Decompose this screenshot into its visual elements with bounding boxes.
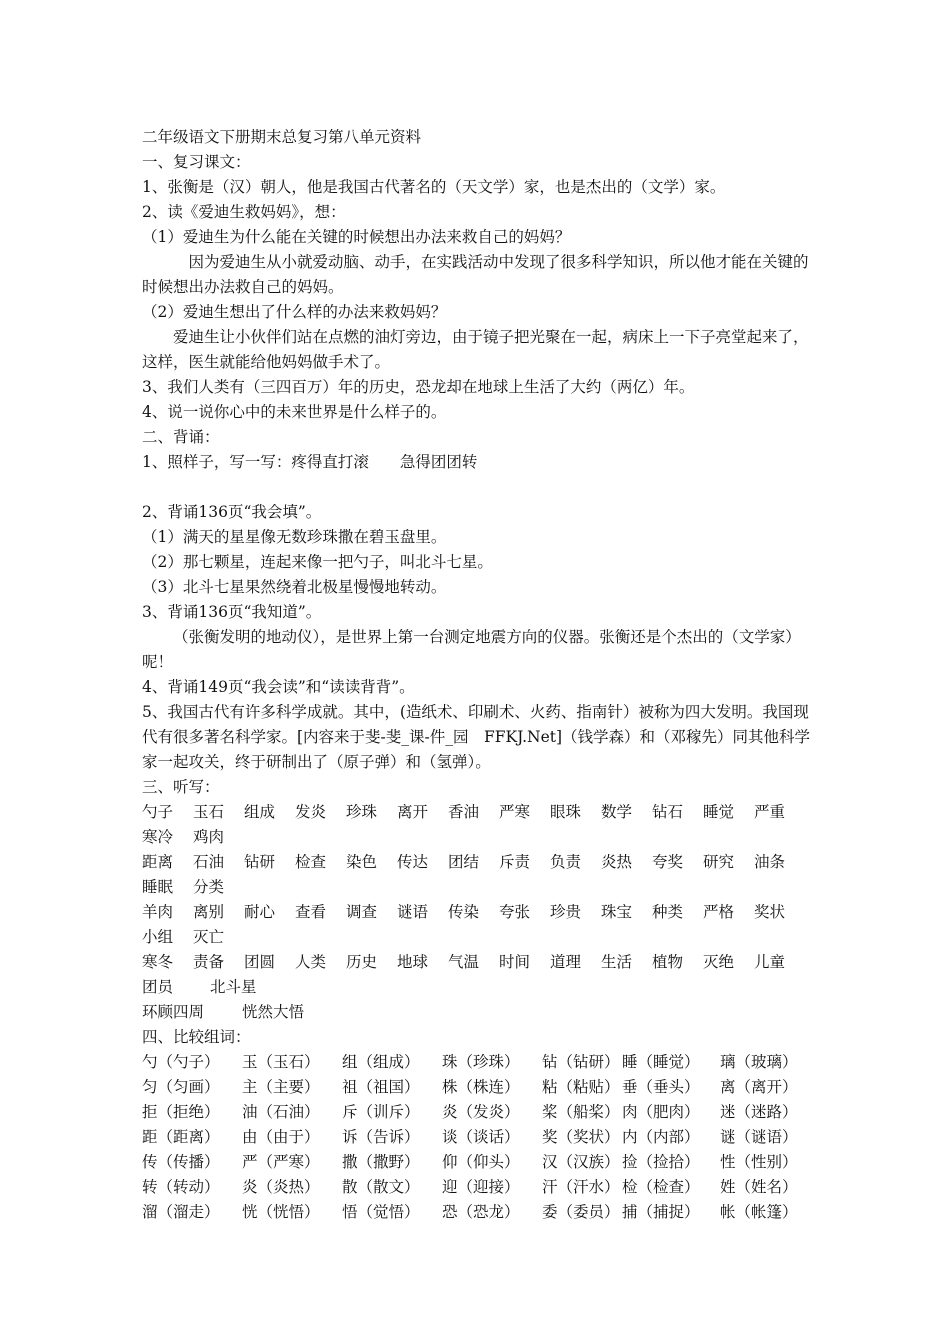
paragraph: 2、背诵136页“我会填”。 [142, 503, 322, 521]
vocab-word: 责备 [193, 953, 225, 971]
document-title: 二年级语文下册期末总复习第八单元资料 [142, 128, 422, 146]
vocab-word: 检查 [295, 853, 327, 871]
vocab-word: 寒冬 [142, 953, 174, 971]
vocab-word: 种类 [652, 903, 684, 921]
vocab-word: 环顾四周 [142, 1003, 205, 1021]
vocab-word: 鸡肉 [193, 828, 225, 846]
compare-cell: 桨（船桨） [542, 1103, 620, 1121]
compare-cell: 斥（训斥） [342, 1103, 420, 1121]
vocab-row [142, 1000, 812, 1025]
question: （2）爱迪生想出了什么样的办法来救妈妈？ [142, 303, 447, 321]
vocab-word: 斥责 [499, 853, 531, 871]
compare-cell: 睡（睡觉） [622, 1053, 700, 1071]
vocab-word: 离开 [397, 803, 429, 821]
compare-row [142, 1175, 812, 1200]
vocab-word: 睡觉 [703, 803, 735, 821]
compare-cell: 汉（汉族） [542, 1153, 620, 1171]
vocab-word: 数学 [601, 803, 633, 821]
section-1-heading: 一、复习课文： [142, 153, 251, 171]
compare-cell: 勺（勺子） [142, 1053, 220, 1071]
vocab-word: 香油 [448, 803, 480, 821]
vocab-word: 灭亡 [193, 928, 225, 946]
paragraph: 1、张衡是（汉）朝人，他是我国古代著名的（天文学）家，也是杰出的（文学）家。 [142, 178, 726, 196]
vocab-word: 儿童 [754, 953, 786, 971]
vocab-word: 耐心 [244, 903, 276, 921]
vocab-row [142, 800, 812, 825]
vocab-word: 严格 [703, 903, 735, 921]
paragraph: 4、背诵149页“我会读”和“读读背背”。 [142, 678, 415, 696]
vocab-row [142, 900, 812, 925]
paragraph: 5、我国古代有许多科学成就。其中，(造纸术、印刷术、火药、指南针）被称为四大发明。我国现代有很多著名科学家。[内容来于斐-斐_课-件_园 FFKJ.Net]（钱学森）和（邓稼先）同其他科学家一起攻关，终于研制出了（原子弹）和（氢弹）。 [142, 703, 811, 771]
vocab-word: 离别 [193, 903, 225, 921]
question: （1）爱迪生为什么能在关键的时候想出办法来救自己的妈妈？ [142, 228, 571, 246]
vocab-word: 研究 [703, 853, 735, 871]
vocab-word: 寒冷 [142, 828, 174, 846]
compare-cell: 奖（奖状） [542, 1128, 620, 1146]
vocab-row [142, 950, 812, 975]
compare-cell: 组（组成） [342, 1053, 420, 1071]
vocab-word: 勺子 [142, 803, 174, 821]
vocab-word: 钻研 [244, 853, 276, 871]
vocab-word: 团圆 [244, 953, 276, 971]
vocab-word: 地球 [397, 953, 429, 971]
vocab-word: 谜语 [397, 903, 429, 921]
compare-cell: 帐（帐篷） [720, 1203, 798, 1221]
compare-cell: 油（石油） [242, 1103, 320, 1121]
compare-cell: 玉（玉石） [242, 1053, 320, 1071]
compare-cell: 姓（姓名） [720, 1178, 798, 1196]
vocab-word: 严重 [754, 803, 786, 821]
vocab-word: 钻石 [652, 803, 684, 821]
compare-cell: 主（主要） [242, 1078, 320, 1096]
compare-cell: 悟（觉悟） [342, 1203, 420, 1221]
paragraph: 1、照样子，写一写：疼得直打滚 急得团团转 [142, 453, 478, 471]
vocab-word: 眼珠 [550, 803, 582, 821]
compare-cell: 转（转动） [142, 1178, 220, 1196]
compare-cell: 离（离开） [720, 1078, 798, 1096]
compare-cell: 谈（谈话） [442, 1128, 520, 1146]
vocab-word: 发炎 [295, 803, 327, 821]
recitation-item: （1）满天的星星像无数珍珠撒在碧玉盘里。 [142, 528, 447, 546]
compare-cell: 性（性别） [720, 1153, 798, 1171]
compare-cell: 诉（告诉） [342, 1128, 420, 1146]
compare-cell: 溜（溜走） [142, 1203, 220, 1221]
compare-cell: 委（委员） [542, 1203, 620, 1221]
vocab-word: 查看 [295, 903, 327, 921]
vocab-word: 负责 [550, 853, 582, 871]
vocab-word: 传染 [448, 903, 480, 921]
compare-cell: 炎（炎热） [242, 1178, 320, 1196]
compare-cell: 严（严寒） [242, 1153, 320, 1171]
vocab-word: 北斗星 [210, 978, 257, 996]
paragraph: （张衡发明的地动仪），是世界上第一台测定地震方向的仪器。张衡还是个杰出的（文学家）呢！ [142, 628, 801, 671]
vocab-word: 奖状 [754, 903, 786, 921]
vocab-word: 严寒 [499, 803, 531, 821]
vocab-row [142, 975, 812, 1000]
vocab-row [142, 825, 812, 850]
compare-cell: 炎（发炎） [442, 1103, 520, 1121]
vocab-word: 分类 [193, 878, 225, 896]
compare-cell: 谜（谜语） [720, 1128, 798, 1146]
vocab-word: 炎热 [601, 853, 633, 871]
compare-row [142, 1125, 812, 1150]
vocab-word: 夸张 [499, 903, 531, 921]
compare-cell: 恐（恐龙） [442, 1203, 520, 1221]
vocab-word: 羊肉 [142, 903, 174, 921]
compare-cell: 距（距离） [142, 1128, 220, 1146]
compare-cell: 捡（捡拾） [622, 1153, 700, 1171]
vocab-word: 夸奖 [652, 853, 684, 871]
compare-row [142, 1150, 812, 1175]
vocab-word: 人类 [295, 953, 327, 971]
blank-line [142, 475, 812, 500]
paragraph: 4、说一说你心中的未来世界是什么样子的。 [142, 403, 447, 421]
compare-cell: 肉（肥肉） [622, 1103, 700, 1121]
vocab-word: 睡眠 [142, 878, 174, 896]
vocab-word: 距离 [142, 853, 174, 871]
compare-row [142, 1100, 812, 1125]
compare-cell: 祖（祖国） [342, 1078, 420, 1096]
vocab-word: 道理 [550, 953, 582, 971]
recitation-item: （3）北斗七星果然绕着北极星慢慢地转动。 [142, 578, 447, 596]
vocab-word: 时间 [499, 953, 531, 971]
vocab-word: 调查 [346, 903, 378, 921]
vocab-word: 珠宝 [601, 903, 633, 921]
answer: 因为爱迪生从小就爱动脑、动手，在实践活动中发现了很多科学知识，所以他才能在关键的时候想出办法救自己的妈妈。 [142, 253, 809, 296]
vocab-word: 油条 [754, 853, 786, 871]
section-3-heading: 三、听写： [142, 778, 220, 796]
compare-cell: 匀（匀画） [142, 1078, 220, 1096]
vocab-word: 染色 [346, 853, 378, 871]
document-body [142, 125, 812, 1225]
vocab-word: 珍珠 [346, 803, 378, 821]
compare-cell: 株（株连） [442, 1078, 520, 1096]
compare-table [142, 1050, 812, 1225]
vocab-row [142, 925, 812, 950]
compare-cell: 仰（仰头） [442, 1153, 520, 1171]
vocab-row [142, 875, 812, 900]
vocab-word: 石油 [193, 853, 225, 871]
compare-cell: 汗（汗水） [542, 1178, 620, 1196]
compare-cell: 内（内部） [622, 1128, 700, 1146]
compare-cell: 传（传播） [142, 1153, 220, 1171]
compare-cell: 钻（钻研） [542, 1053, 620, 1071]
vocab-word: 团结 [448, 853, 480, 871]
compare-cell: 粘（粘贴） [542, 1078, 620, 1096]
compare-row [142, 1050, 812, 1075]
compare-cell: 拒（拒绝） [142, 1103, 220, 1121]
vocab-word: 小组 [142, 928, 174, 946]
vocab-word: 珍贵 [550, 903, 582, 921]
compare-cell: 捕（捕捉） [622, 1203, 700, 1221]
vocab-row [142, 850, 812, 875]
paragraph: 3、我们人类有（三四百万）年的历史，恐龙却在地球上生活了大约（两亿）年。 [142, 378, 695, 396]
compare-cell: 恍（恍悟） [242, 1203, 320, 1221]
compare-cell: 检（检查） [622, 1178, 700, 1196]
compare-row [142, 1075, 812, 1100]
vocab-list [142, 800, 812, 1025]
vocab-word: 团员 [142, 978, 174, 996]
paragraph: 3、背诵136页“我知道”。 [142, 603, 322, 621]
vocab-word: 玉石 [193, 803, 225, 821]
vocab-word: 生活 [601, 953, 633, 971]
compare-cell: 迷（迷路） [720, 1103, 798, 1121]
vocab-word: 灭绝 [703, 953, 735, 971]
vocab-word: 传达 [397, 853, 429, 871]
answer: 爱迪生让小伙伴们站在点燃的油灯旁边，由于镜子把光聚在一起，病床上一下子亮堂起来了，这样，医生就能给他妈妈做手术了。 [142, 328, 809, 371]
vocab-word: 恍然大悟 [242, 1003, 305, 1021]
compare-cell: 散（散文） [342, 1178, 420, 1196]
paragraph: 2、读《爱迪生救妈妈》，想： [142, 203, 346, 221]
compare-cell: 由（由于） [242, 1128, 320, 1146]
compare-cell: 撒（撒野） [342, 1153, 420, 1171]
compare-cell: 璃（玻璃） [720, 1053, 798, 1071]
vocab-word: 历史 [346, 953, 378, 971]
recitation-item: （2）那七颗星，连起来像一把勺子，叫北斗七星。 [142, 553, 493, 571]
compare-cell: 珠（珍珠） [442, 1053, 520, 1071]
vocab-word: 组成 [244, 803, 276, 821]
vocab-word: 植物 [652, 953, 684, 971]
section-2-heading: 二、背诵： [142, 428, 220, 446]
compare-cell: 垂（垂头） [622, 1078, 700, 1096]
vocab-word: 气温 [448, 953, 480, 971]
compare-cell: 迎（迎接） [442, 1178, 520, 1196]
section-4-heading: 四、比较组词： [142, 1028, 251, 1046]
compare-row [142, 1200, 812, 1225]
